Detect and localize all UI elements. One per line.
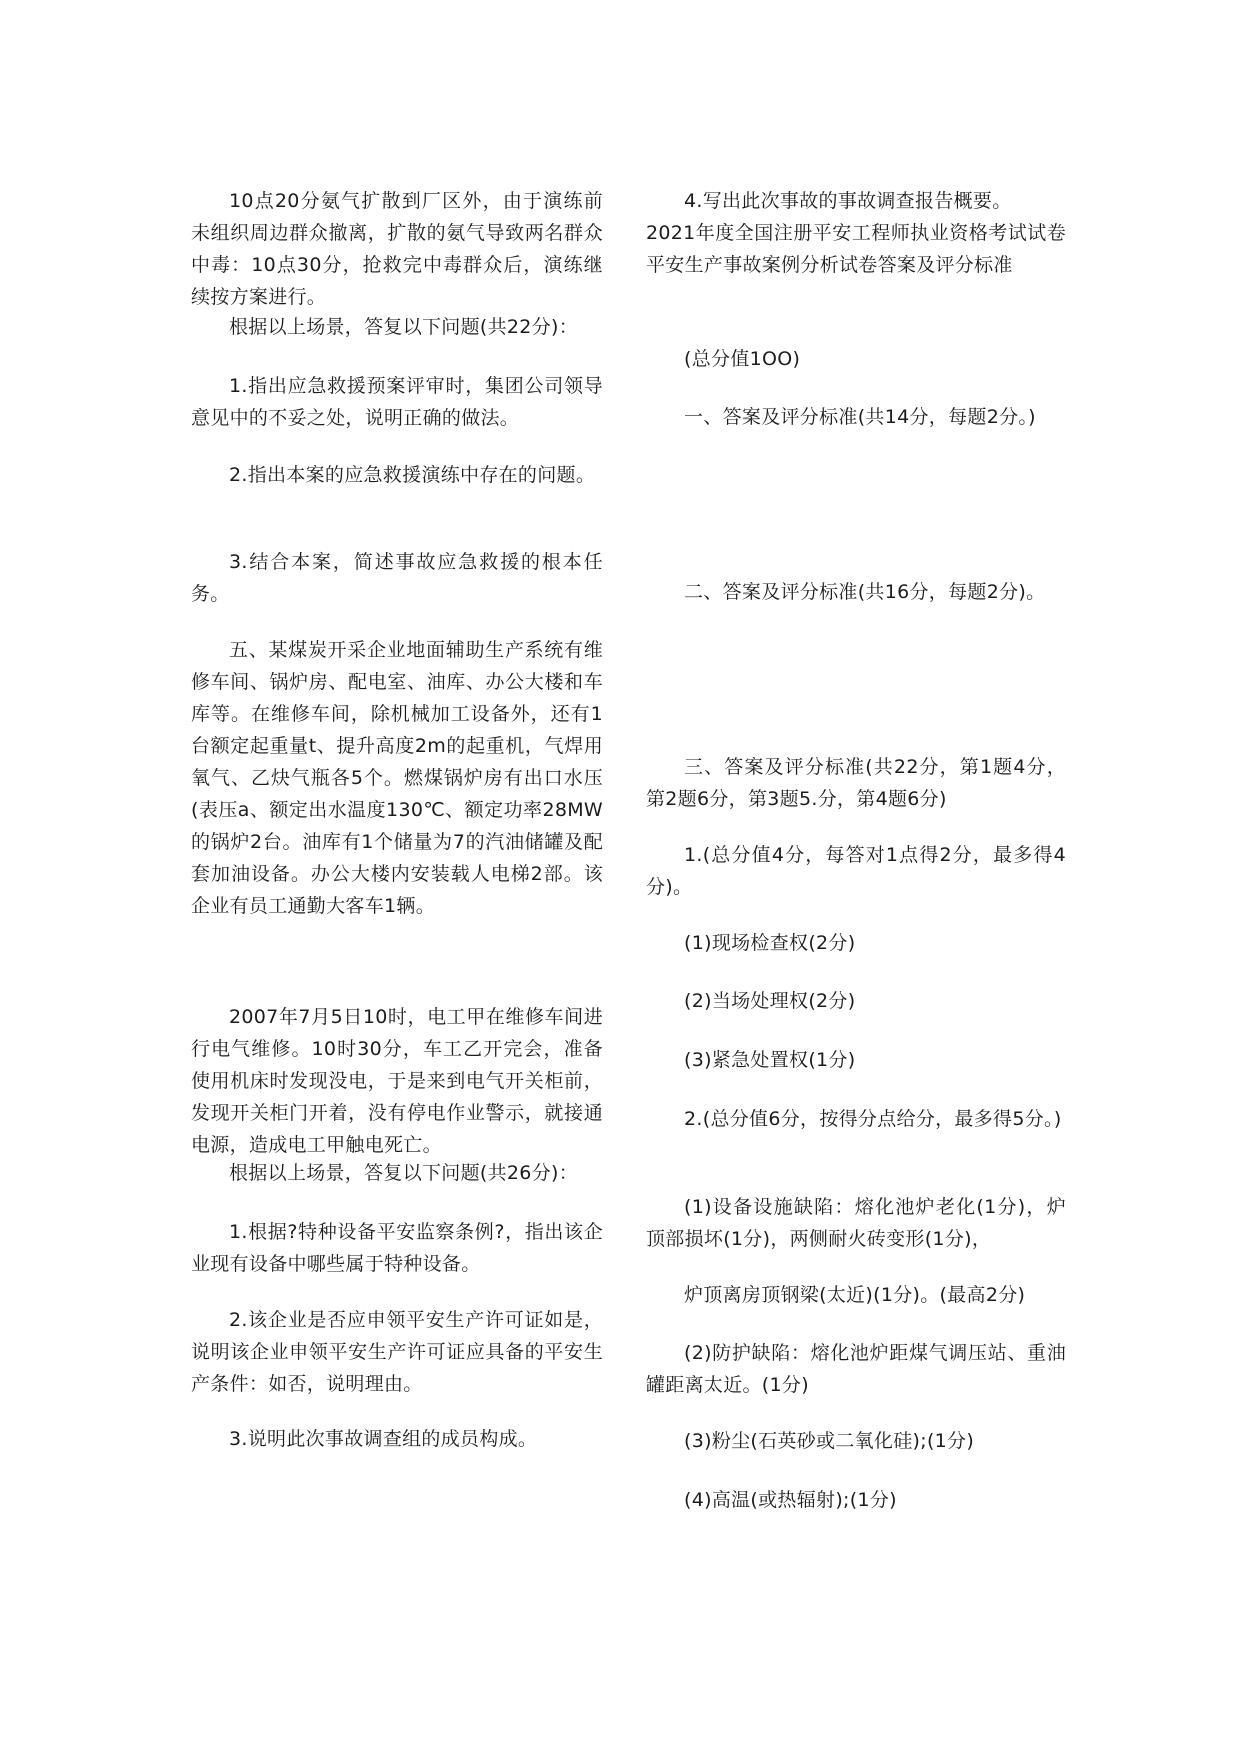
total-score-note: (总分值1OO): [684, 348, 801, 370]
paragraph-questions-intro-26: 根据以上场景，答复以下问题(共26分)：: [229, 1162, 579, 1184]
paragraph-ammonia-spread: 10点20分氨气扩散到厂区外，由于演练前未组织周边群众撤离，扩散的氨气导致两名群众中毒：10点30分，抢救完中毒群众后，演练继续按方案进行。: [191, 190, 603, 308]
answer-part-one-header: 一、答案及评分标准(共14分，每题2分。): [684, 406, 1036, 428]
answer-3-2-item-2: (2)防护缺陷：熔化池炉距煤气调压站、重油罐距离太近。(1分): [646, 1342, 1066, 1396]
question-2-safety-license: 2.该企业是否应申领平安生产许可证如是，说明该企业申领平安生产许可证应具备的平安生产条件：如否，说明理由。: [191, 1309, 603, 1395]
question-3-rescue-task: 3.结合本案，简述事故应急救援的根本任务。: [191, 551, 603, 605]
answer-3-2-header: 2.(总分值6分，按得分点给分，最多得5分。): [684, 1108, 1062, 1130]
answer-3-1-item-1: (1)现场检查权(2分): [684, 932, 856, 954]
answer-part-two-header: 二、答案及评分标准(共16分，每题2分)。: [684, 581, 1046, 603]
answer-3-1-header: 1.(总分值4分，每答对1点得2分，最多得4分)。: [646, 844, 1066, 898]
question-1-plan-review: 1.指出应急救援预案评审时，集团公司领导意见中的不妥之处，说明正确的做法。: [191, 375, 603, 429]
question-1-special-equipment: 1.根据?特种设备平安监察条例?，指出该企业现有设备中哪些属于特种设备。: [191, 1221, 603, 1275]
question-2-drill-problems: 2.指出本案的应急救援演练中存在的问题。: [229, 464, 596, 486]
answer-3-2-item-1-cont: 炉顶离房顶钢梁(太近)(1分)。(最高2分): [684, 1284, 1026, 1306]
paragraph-questions-intro-22: 根据以上场景，答复以下问题(共22分)：: [229, 316, 579, 338]
answer-section-title: 2021年度全国注册平安工程师执业资格考试试卷平安生产事故案例分析试卷答案及评分标准: [646, 222, 1066, 276]
answer-3-1-item-2: (2)当场处理权(2分): [684, 990, 856, 1012]
question-4-report-summary: 4.写出此次事故的事故调查报告概要。: [684, 190, 1012, 212]
answer-part-three-header: 三、答案及评分标准(共22分，第1题4分，第2题6分，第3题5.分，第4题6分): [646, 756, 1066, 810]
paragraph-case-five-scenario: 五、某煤炭开采企业地面辅助生产系统有维修车间、锅炉房、配电室、油库、办公大楼和车库等。在维修车间，除机械加工设备外，还有1台额定起重量t、提升高度2m的起重机，气焊用氧气、乙炔气瓶各5个。燃煤锅炉房有出口水压(表压a、额定出水温度130℃、额定功率28MW的锅炉2台。油库有1个储量为7的汽油储罐及配套加油设备。办公大楼内安装载人电梯2部。该企业有员工通勤大客车1辆。: [191, 639, 603, 917]
paragraph-electric-accident: 2007年7月5日10时，电工甲在维修车间进行电气维修。10时30分，车工乙开完会，准备使用机床时发现没电，于是来到电气开关柜前，发现开关柜门开着，没有停电作业警示，就接通电源，造成电工甲触电死亡。: [191, 1006, 603, 1156]
question-3-investigation-team: 3.说明此次事故调查组的成员构成。: [229, 1428, 538, 1450]
answer-3-2-item-3: (3)粉尘(石英砂或二氧化硅);(1分): [684, 1430, 975, 1452]
answer-3-1-item-3: (3)紧急处置权(1分): [684, 1049, 856, 1071]
answer-3-2-item-1: (1)设备设施缺陷：熔化池炉老化(1分)，炉顶部损坏(1分)，两侧耐火砖变形(1分)，: [646, 1196, 1066, 1250]
answer-3-2-item-4: (4)高温(或热辐射);(1分): [684, 1489, 897, 1511]
